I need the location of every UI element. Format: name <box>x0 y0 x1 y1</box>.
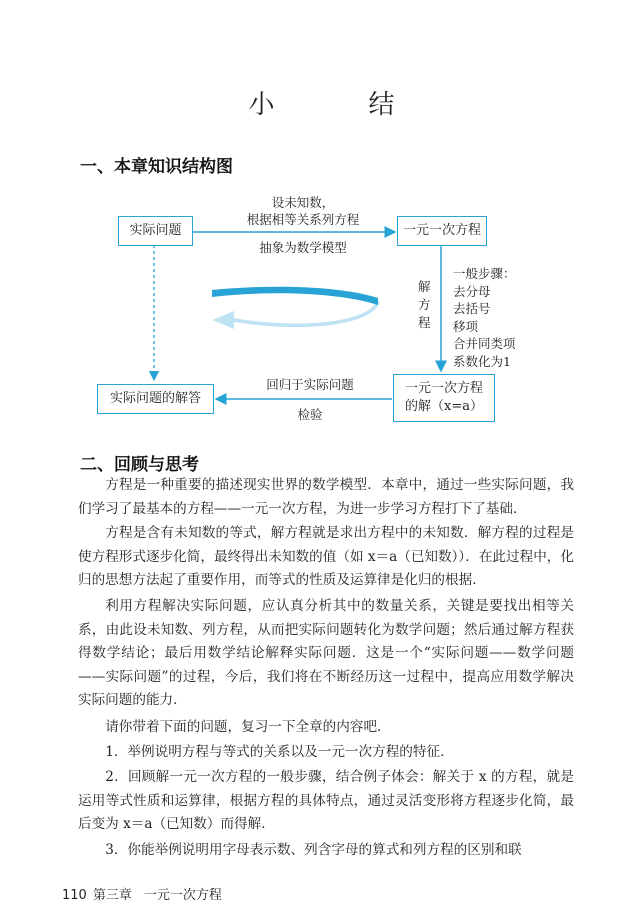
label-return-to-problem: 回归于实际问题 <box>266 377 354 392</box>
chapter-number: 第三章 <box>92 888 132 903</box>
cycle-arrow-icon <box>212 287 380 329</box>
paragraph-2: 方程是含有未知数的等式，解方程就是求出方程中的未知数．解方程的过程是使方程形式逐步化简，最终得出未知数的值（如 x＝a（已知数））．在此过程中，化归的思想方法起了重要作用，而等式的性质及运算律是化归的根据． <box>78 525 574 589</box>
solution-line-2: 的解（x=a） <box>405 399 483 414</box>
label-math-model: 抽象为数学模型 <box>259 240 347 255</box>
solving-steps-list: 一般步骤： 去分母 去括号 移项 合并同类项 系数化为1 <box>453 266 516 369</box>
label-build-equation: 根据相等关系列方程 <box>246 212 360 227</box>
paragraph-3: 利用方程解决实际问题，应认真分析其中的数量关系，关键是要找出相等关系，由此设未知数、列方程，从而把实际问题转化为数学问题；然后通过解方程获得数学结论；最后用数学结论解释实际问题．这是一个“实际问题——数学问题——实际问题”的过程，今后，我们将在不断经历这一过程中，提高应用数学解决实际问题的能力． <box>78 598 574 709</box>
question-2: 2．回顾解一元一次方程的一般步骤，结合例子体会：解关于 x 的方程，就是运用等式性质和运算律，根据方程的具体特点，通过灵活变形将方程逐步化简，最后变为 x＝a（已知数）而得解． <box>78 769 574 833</box>
solution-line-1: 一元一次方程 <box>404 381 483 397</box>
box-linear-equation: 一元一次方程 <box>397 216 487 246</box>
paragraph-4: 请你带着下面的问题，复习一下全章的内容吧． <box>105 719 391 735</box>
label-check: 检验 <box>297 407 323 422</box>
chapter-title: 一元一次方程 <box>143 888 222 903</box>
question-1: 1．举例说明方程与等式的关系以及一元一次方程的特征． <box>105 744 454 760</box>
box-problem-answer: 实际问题的解答 <box>97 384 214 414</box>
label-set-unknown: 设未知数， <box>271 195 335 210</box>
page-footer <box>62 884 222 903</box>
label-solve-equation: 解 方 程 <box>418 279 431 330</box>
paragraph-1: 方程是一种重要的描述现实世界的数学模型．本章中，通过一些实际问题，我们学习了最基本的方程——一元一次方程，为进一步学习方程打下了基础． <box>78 477 574 517</box>
question-3: 3．你能举例说明用字母表示数、列含字母的算式和列方程的区别和联 <box>105 842 522 858</box>
box-actual-problem: 实际问题 <box>118 216 193 246</box>
section-heading-structure: 一、本章知识结构图 <box>80 157 233 177</box>
page-number: 110 <box>62 888 87 903</box>
box-equation-solution <box>393 374 495 422</box>
page-title: 小 结 <box>248 90 429 120</box>
section-heading-review: 二、回顾与思考 <box>80 455 199 475</box>
